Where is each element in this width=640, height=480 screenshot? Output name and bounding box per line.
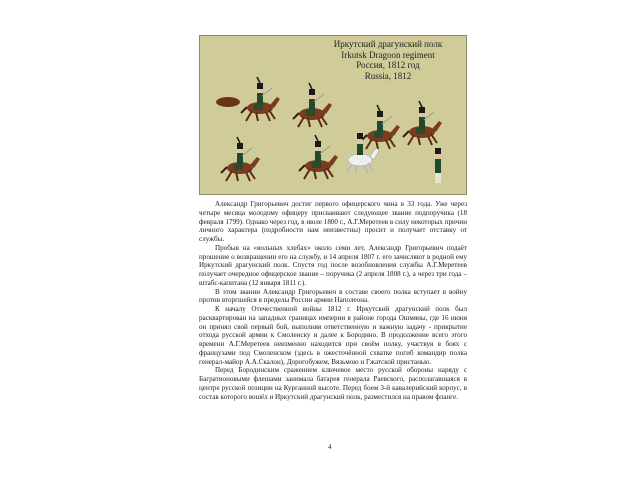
plate-subtitle-ru: Россия, 1812 год <box>356 60 420 70</box>
paragraph: Перед Бородинским сражением ключевое место русской обороны наряду с Багратионовыми флешами занимала батарея генерала Раевского, располагавшаяся в центре русской позиции на Курганной высоте. Перед боем 3-й кавалерийский корпус, в состав которого вошёл и Иркутский драгунский полк, разместился на правом фланге. <box>199 366 467 401</box>
plate-title <box>318 39 458 81</box>
dragoon-figure <box>361 105 400 149</box>
plate-title-en: Irkutsk Dragoon regiment <box>341 49 435 60</box>
paragraph: Александр Григорьевич достиг первого офицерского чина в 33 года. Уже через четыре месяца молодому офицеру присваивают следующее звание подпоручика (18 февраля 1799). Однако через год, в июле 1800 г., А.Г.Меретеев в силу некоторых причин личного характера (подробности нам неизвестны) просит и получает отставку от службы. <box>199 200 467 243</box>
dragoon-figure <box>293 83 332 127</box>
paragraph: К началу Отечественной войны 1812 г. Иркутский драгунский полк был расквартирован на западных границах империи в районе города Ошмяны, где 16 июня он принял свой первый бой, выполняя ответственную и важную задачу - прикрытие отхода русской армии к Смоленску и далее к Бородино. В продолжение всего этого времени А.Г.Меретеев неизменно находится при своём полку, участвуя в боях с французами под Смоленском (здесь в ожесточённой схватке погиб командир полка генерал-майор А.А.Скалон), Дорогобужем, Вязьмою и Гжатской пристанью. <box>199 305 467 366</box>
dragoon-figure <box>299 135 338 179</box>
plate-title-ru: Иркутский драгунский полк <box>333 39 443 49</box>
paragraph: В этом звании Александр Григорьевич в составе своего полка вступает в войну против вторгшейся в пределы России армии Наполеона. <box>199 287 467 305</box>
illustration-plate <box>199 35 467 195</box>
page-number: 4 <box>328 443 332 451</box>
dragoon-figure <box>403 101 442 145</box>
fallen-horse <box>216 97 240 107</box>
dragoon-figure <box>241 77 280 121</box>
standing-soldier <box>435 148 441 183</box>
paragraph: Пробыв на «вольных хлебах» около семи лет, Александр Григорьевич подаёт прошение о возвращении его на службу, и 14 апреля 1807 г. его зачисляют в родной ему Иркутский драгунский полк. Спустя год после возобновления службы А.Г.Меретеев получает очередное офицерское звание – поручика (2 апреля 1808 г.), а через три года – штабс-капитана (12 января 1811 г.). <box>199 243 467 287</box>
plate-subtitle-en: Russia, 1812 <box>364 70 412 81</box>
body-text <box>199 200 467 401</box>
dragoon-figure <box>221 137 260 181</box>
